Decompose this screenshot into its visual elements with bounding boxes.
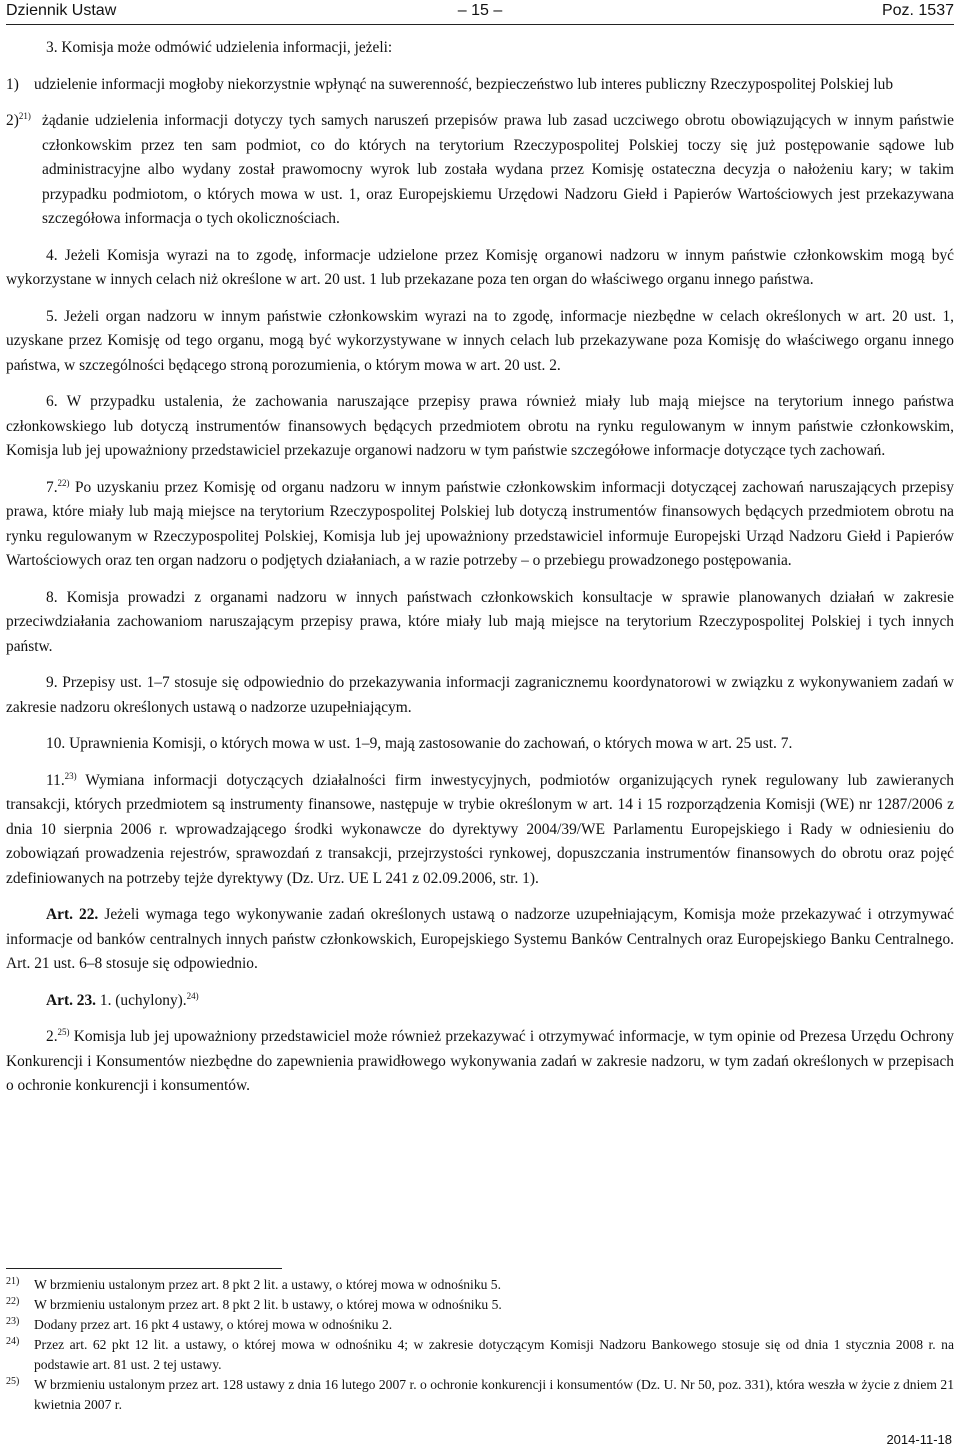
footnotes-section [6, 1268, 954, 1415]
paragraph-10: 10. Uprawnienia Komisji, o których mowa w ust. 1–9, mają zastosowanie do zachowań, o których mowa w art. 25 ust. 7. [46, 735, 793, 752]
paragraph-3-intro: 3. Komisja może odmówić udzielenia informacji, jeżeli: [46, 39, 393, 56]
article-label: Art. 23. [46, 991, 97, 1009]
paragraph-6: 6. W przypadku ustalenia, że zachowania naruszające przepisy prawa również miały lub mają miejsce na terytorium innego państwa członkowskiego lub dotyczą instrumentów finansowych będących przedmiotem obrotu na rynku regulowanym w innym państwie członkowskim, Komisja lub jej upoważniony przedstawiciel przekazuje organowi nadzoru w tym państwie szczegółowe informacje dotyczące tych zachowań. [6, 393, 954, 459]
paragraph-7: 7.$^{22)}$ Po uzyskaniu przez Komisję od organu nadzoru w innym państwie członkowskim informacji dotyczącej zachowań naruszających przepisy prawa, które miały lub mają miejsce na terytorium Rzeczypospolitej Polskiej lub dotyczą instrumentów finansowych będących przedmiotem obrotu na rynku regulowanym w Rzeczypospolitej Polskiej, Komisja lub jej upoważniony przedstawiciel informuje Europejski Urząd Nadzoru Giełd i Papierów Wartościowych oraz ten organ nadzoru o podjętych działaniach, a w razie potrzeby – o przebiegu prowadzonego postępowania. [6, 477, 954, 569]
document-body [6, 36, 954, 1111]
paragraph-8: 8. Komisja prowadzi z organami nadzoru w innych państwach członkowskich konsultacje w sprawie planowanych działań w zakresie przeciwdziałania zachowaniom naruszającym przepisy prawa, które miały lub mają miejsce na terytorium Rzeczypospolitej Polskiej i tych innych państw. [6, 588, 954, 655]
footnote-ref[interactable]: 22) [57, 477, 70, 488]
footnote-ref[interactable]: 25) [57, 1027, 70, 1037]
footnote-number: 24) [6, 1336, 20, 1347]
footnote-21 [6, 1275, 954, 1295]
footnote-text: W brzmieniu ustalonym przez art. 8 pkt 2 lit. b ustawy, o której mowa w odnośniku 5. [34, 1297, 502, 1312]
list-item-text: udzielenie informacji mogłoby niekorzystnie wpłynąć na suwerenność, bezpieczeństwo lub interes publiczny Rzeczypospolitej Polskiej lub [34, 75, 894, 93]
list-item-number: 1) [6, 75, 19, 93]
footnote-text: Przez art. 62 pkt 12 lit. a ustawy, o której mowa w odnośniku 4; w zakresie dotyczącym Komisji Nadzoru Bankowego stosuje się od dnia 1 stycznia 2008 r. na podstawie art. 81 ust. 2 tej ustawy. [34, 1337, 954, 1372]
footnote-ref[interactable]: 21) [18, 111, 31, 121]
paragraph-9: 9. Przepisy ust. 1–7 stosuje się odpowiednio do przekazywania informacji zagranicznemu koordynatorowi w związku z wykonywaniem zadań w zakresie nadzoru określonych ustawą o nadzorze uzupełniającym. [6, 674, 954, 716]
article-label: Art. 22. [46, 906, 99, 923]
footnote-23 [6, 1315, 954, 1335]
journal-title: Dziennik Ustaw [6, 2, 117, 19]
footnote-number: 22) [6, 1296, 20, 1307]
list-item-number: 2)$^{21)}$ [6, 111, 31, 129]
article-23: Art. 23. 1. (uchylony).$^{24)}$ [46, 990, 199, 1009]
footnote-ref[interactable]: 24) [186, 990, 199, 1001]
page-header [6, 0, 954, 25]
list-item-1 [6, 73, 954, 98]
footnote-text: W brzmieniu ustalonym przez art. 8 pkt 2 lit. a ustawy, o której mowa w odnośniku 5. [34, 1277, 502, 1292]
footnote-ref[interactable]: 23) [64, 770, 77, 781]
footnote-divider [6, 1268, 282, 1269]
paragraph-4: 4. Jeżeli Komisja wyrazi na to zgodę, informacje udzielone przez Komisję organowi nadzoru w innym państwie członkowskim mogą być wykorzystane w innych celach niż określone w art. 20 ust. 1 lub przekazane poza ten organ do właściwego organu innego państwa. [6, 246, 954, 288]
footnote-number: 21) [6, 1276, 20, 1287]
page-number: – 15 – [457, 2, 503, 19]
footnote-number: 25) [6, 1376, 20, 1387]
footnote-24 [6, 1335, 954, 1375]
footnote-22 [6, 1295, 954, 1315]
footnote-text: Dodany przez art. 16 pkt 4 ustawy, o której mowa w odnośniku 2. [34, 1317, 393, 1332]
list-item-2 [6, 109, 954, 232]
footnote-25 [6, 1375, 954, 1415]
publication-date: 2014-11-18 [886, 1432, 952, 1447]
footnote-text: W brzmieniu ustalonym przez art. 128 ustawy z dnia 16 lutego 2007 r. o ochronie konkurencji i konsumentów (Dz. U. Nr 50, poz. 331), która weszła w życie z dniem 21 kwietnia 2007 r. [34, 1377, 954, 1412]
article-22: Art. 22. Jeżeli wymaga tego wykonywanie zadań określonych ustawą o nadzorze uzupełniającym, Komisja może przekazywać i otrzymywać informacje od banków centralnych innych państw członkowskich, Europejskiego Systemu Banków Centralnych oraz Europejskiego Banku Centralnego. Art. 21 ust. 6–8 stosuje się odpowiednio. [6, 906, 954, 972]
article-23-paragraph-2: 2.$^{25)}$ Komisja lub jej upoważniony przedstawiciel może również przekazywać i otrzymywać informacje, w tym opinie od Prezesa Urzędu Ochrony Konkurencji i Konsumentów niezbędne do zapewnienia prawidłowego wykonywania zadań w zakresie nadzoru, w tym zadań określonych w przepisach o ochronie konkurencji i konsumentów. [6, 1027, 954, 1094]
position-number: Poz. 1537 [881, 2, 954, 19]
paragraph-5: 5. Jeżeli organ nadzoru w innym państwie członkowskim wyrazi na to zgodę, informacje niezbędne w celach określonych w art. 20 ust. 1, uzyskane przez Komisję od tego organu, mogą być wykorzystywane w innych celach lub przekazywane poza Komisję do właściwego organu innego państwa, w szczególności będącego stroną porozumienia, o którym mowa w art. 20 ust. 2. [6, 307, 954, 374]
list-item-text: żądanie udzielenia informacji dotyczy tych samych naruszeń przepisów prawa lub zasad uczciwego obrotu obowiązujących w innym państwie członkowskim przez ten sam podmiot, co do których na terytorium Rzeczypospolitej Polskiej toczy się już postępowanie sądowe lub administracyjne albo wydany został prawomocny wyrok lub została wydana przez Komisję ostateczna decyzja o nałożeniu kary; w takim przypadku podmiotom, o których mowa w ust. 1, oraz Europejskiemu Urzędowi Nadzoru Giełd i Papierów Wartościowych jest przekazywana szczegółowa informacja o tych okolicznościach. [42, 112, 954, 227]
footnote-number: 23) [6, 1316, 20, 1327]
paragraph-11: 11.$^{23)}$ Wymiana informacji dotyczących działalności firm inwestycyjnych, podmiotów organizujących rynek regulowany lub zawieranych transakcji, których przedmiotem są instrumenty finansowe, następuje w trybie określonym w art. 14 i 15 rozporządzenia Komisji (WE) nr 1287/2006 z dnia 10 sierpnia 2006 r. wprowadzającego środki wykonawcze do dyrektywy 2004/39/WE Parlamentu Europejskiego i Rady w odniesieniu do zobowiązań prowadzenia rejestrów, sprawozdań z transakcji, przejrzystości rynkowej, dopuszczania instrumentów finansowych do obrotu oraz pojęć zdefiniowanych na potrzeby tejże dyrektywy (Dz. Urz. UE L 241 z 02.09.2006, str. 1). [6, 770, 954, 887]
